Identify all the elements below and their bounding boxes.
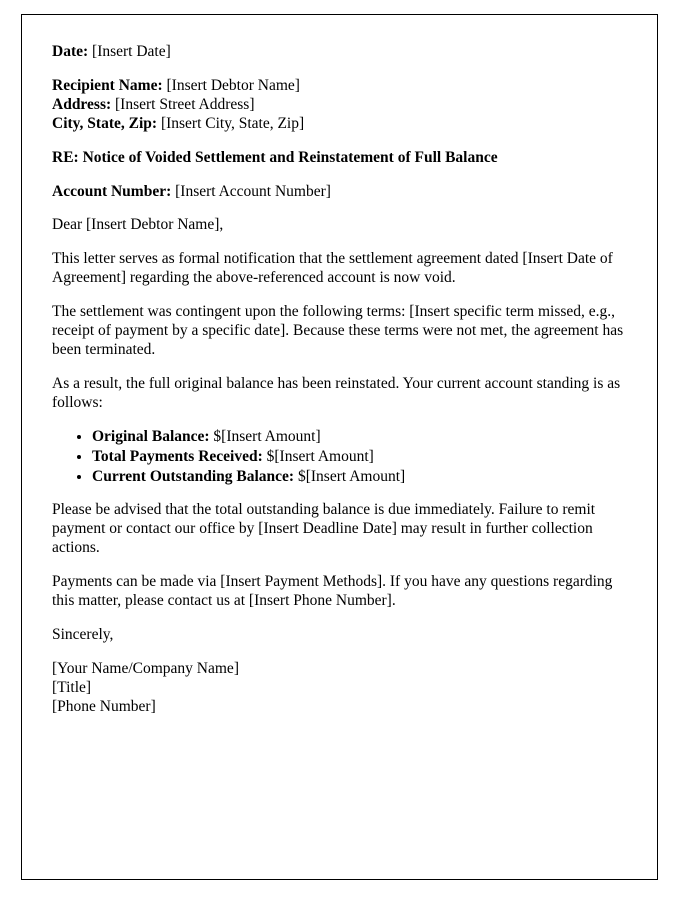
paragraph-payment-methods: Payments can be made via [Insert Payment Methods]. If you have any questions regarding this matter, please contact us at [Insert Phone Number]. (52, 573, 613, 610)
recipient-name-value: [Insert Debtor Name] (166, 76, 300, 94)
balance-original-label: Original Balance: (92, 427, 210, 445)
paragraph-void-notice: This letter serves as formal notification that the settlement agreement dated [Insert Date of Agreement] regarding the above-referenced account is now void. (52, 250, 613, 287)
balance-payments-value: $[Insert Amount] (266, 447, 374, 465)
account-number-label: Account Number: (52, 182, 172, 200)
recipient-address-label: Address: (52, 95, 112, 113)
balance-payments-label: Total Payments Received: (92, 447, 263, 465)
recipient-address-value: [Insert Street Address] (115, 95, 255, 113)
balance-outstanding-value: $[Insert Amount] (297, 467, 406, 485)
balance-item-payments (92, 448, 627, 467)
signature-block (52, 660, 627, 717)
closing-line: Sincerely, (52, 625, 114, 643)
balance-item-original (92, 428, 627, 447)
account-number-line (52, 183, 627, 202)
letter-page (21, 14, 658, 880)
account-number-value: [Insert Account Number] (175, 182, 331, 200)
balance-list (52, 428, 627, 487)
salutation-line: Dear [Insert Debtor Name], (52, 216, 224, 234)
balance-item-outstanding (92, 468, 627, 487)
signature-phone: [Phone Number] (52, 697, 156, 715)
balance-original-value: $[Insert Amount] (213, 427, 321, 445)
recipient-city-label: City, State, Zip: (52, 114, 158, 132)
re-subject-line: RE: Notice of Voided Settlement and Reinstatement of Full Balance (52, 148, 498, 166)
signature-title: [Title] (52, 678, 92, 696)
date-label: Date: (52, 43, 89, 60)
recipient-name-line (52, 77, 627, 96)
date-value: [Insert Date] (92, 43, 171, 60)
paragraph-due-immediately: Please be advised that the total outstanding balance is due immediately. Failure to remit payment or contact our office by [Insert Deadline Date] may result in further collection actions. (52, 501, 596, 557)
recipient-name-label: Recipient Name: (52, 76, 163, 94)
date-line (52, 43, 627, 62)
balance-outstanding-label: Current Outstanding Balance: (92, 467, 295, 485)
signature-name: [Your Name/Company Name] (52, 659, 239, 677)
recipient-block (52, 77, 627, 134)
paragraph-balance-reinstated: As a result, the full original balance has been reinstated. Your current account standing is as follows: (52, 374, 621, 411)
recipient-city-value: [Insert City, State, Zip] (160, 114, 305, 132)
paragraph-contingent-terms: The settlement was contingent upon the following terms: [Insert specific term missed, e.g., receipt of payment by a specific date]. Because these terms were not met, the agreement has been terminated. (52, 303, 624, 358)
recipient-address-line (52, 96, 627, 115)
recipient-city-line (52, 115, 627, 134)
